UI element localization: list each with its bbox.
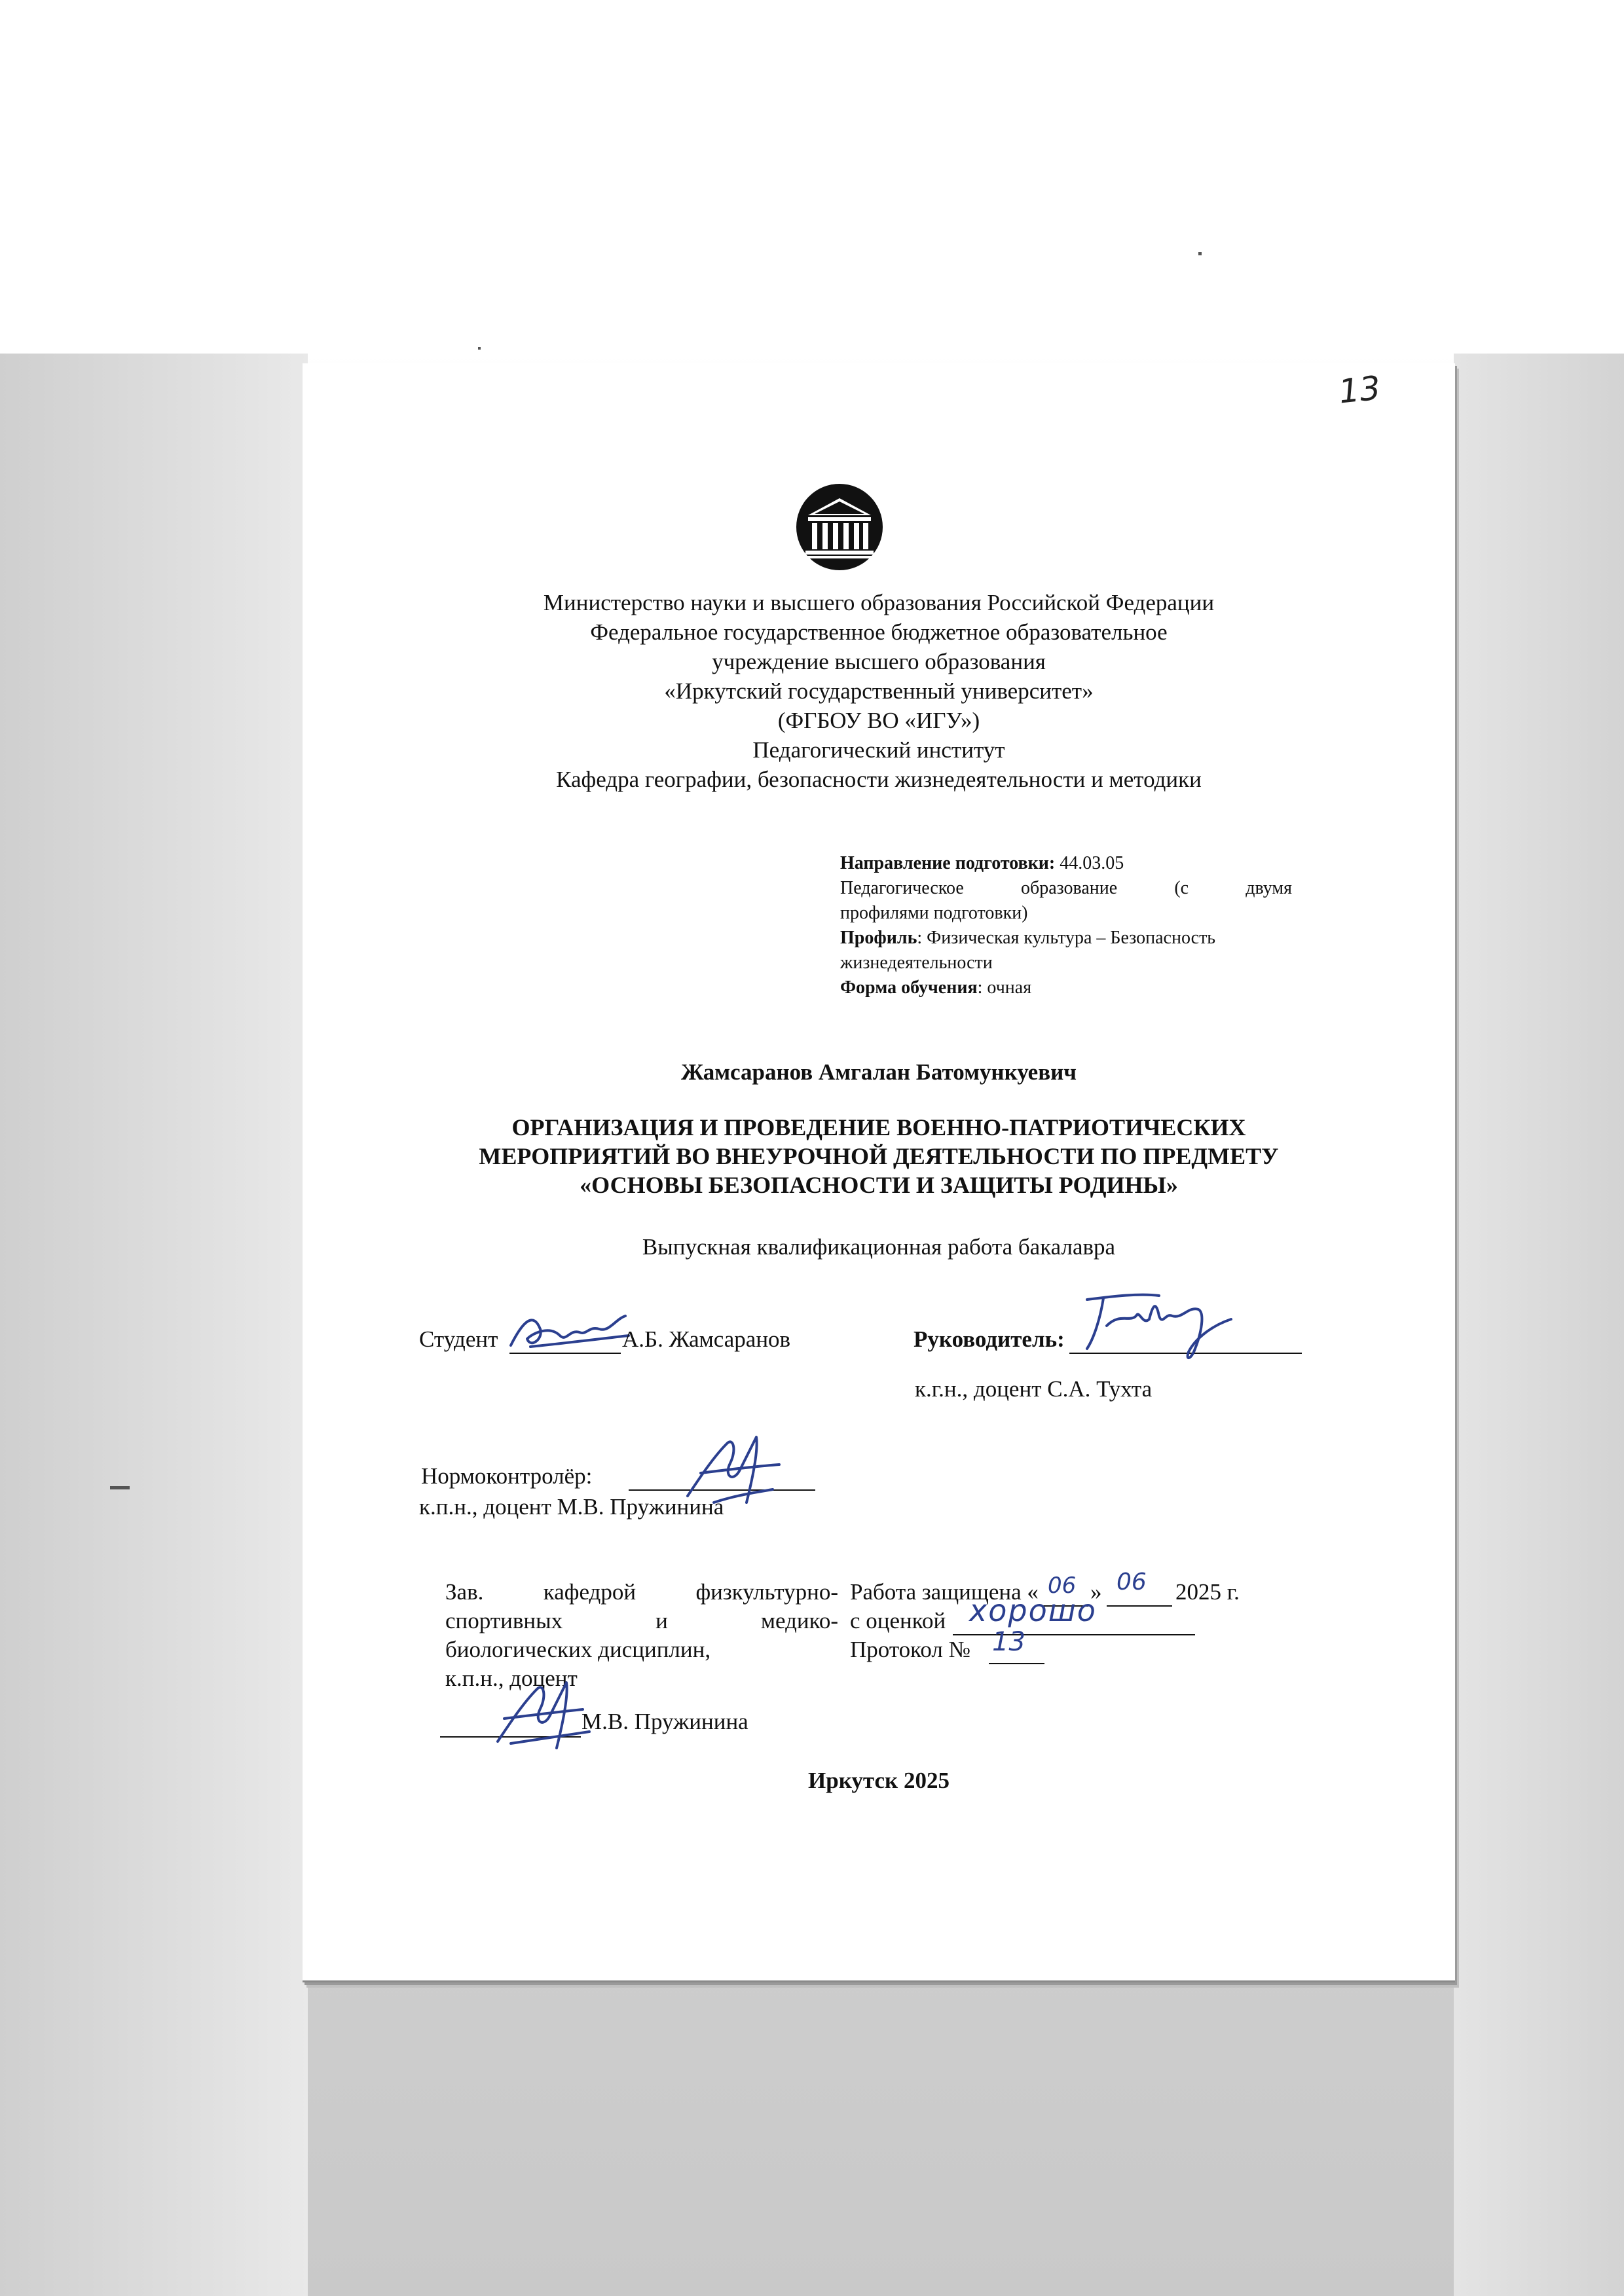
supervisor-signature bbox=[1074, 1286, 1244, 1372]
defense-year: 2025 г. bbox=[1175, 1579, 1240, 1605]
form-label: Форма обучения bbox=[840, 977, 978, 998]
profile-text-2: жизнедеятельности bbox=[840, 953, 993, 973]
header-line: учреждение высшего образования bbox=[712, 649, 1046, 674]
defense-label: Работа защищена « bbox=[850, 1579, 1039, 1605]
scanner-shadow-right bbox=[1454, 354, 1624, 2296]
head-line: спортивных и медико- bbox=[445, 1608, 838, 1633]
title-line: «ОСНОВЫ БЕЗОПАСНОСТИ И ЗАЩИТЫ РОДИНЫ» bbox=[580, 1172, 1178, 1198]
direction-code: 44.03.05 bbox=[1055, 853, 1124, 873]
header-line: Федеральное государственное бюджетное образовательное bbox=[590, 619, 1168, 645]
header-line: (ФГБОУ ВО «ИГУ») bbox=[777, 708, 980, 733]
supervisor-label: Руководитель: bbox=[913, 1326, 1065, 1352]
student-name: А.Б. Жамсаранов bbox=[622, 1326, 791, 1352]
normcontrol-label: Нормоконтролёр: bbox=[421, 1463, 593, 1489]
protocol-label: Протокол № bbox=[850, 1637, 971, 1662]
direction-text-1: Педагогическое образование (с двумя bbox=[840, 878, 1292, 898]
author-name: Жамсаранов Амгалан Батомункуевич bbox=[680, 1059, 1077, 1085]
header-line: Кафедра географии, безопасности жизнедеятельности и методики bbox=[556, 767, 1202, 792]
university-logo-icon bbox=[794, 481, 885, 573]
student-label: Студент bbox=[419, 1326, 498, 1352]
defense-sep: » bbox=[1090, 1579, 1102, 1605]
direction-text-2: профилями подготовки) bbox=[840, 903, 1028, 923]
title-line: МЕРОПРИЯТИЙ ВО ВНЕУРОЧНОЙ ДЕЯТЕЛЬНОСТИ ПО ПРЕДМЕТУ bbox=[479, 1143, 1279, 1169]
head-line: к.п.н., доцент bbox=[445, 1666, 578, 1691]
city-year: Иркутск 2025 bbox=[808, 1768, 950, 1793]
grade-label: с оценкой bbox=[850, 1608, 946, 1633]
handwritten-page-number: 13 bbox=[1337, 369, 1382, 411]
normcontrol-name: к.п.н., доцент М.В. Пружинина bbox=[419, 1494, 724, 1520]
scanner-shadow-left bbox=[0, 354, 308, 2296]
scan-dot bbox=[478, 347, 481, 350]
thesis-title bbox=[303, 1113, 1455, 1199]
head-line: Зав. кафедрой физкультурно- bbox=[445, 1579, 838, 1605]
scan-smudge bbox=[110, 1486, 130, 1489]
header-line: Министерство науки и высшего образования Российской Федерации bbox=[543, 590, 1215, 615]
form-text: : очная bbox=[977, 977, 1032, 998]
institution-header bbox=[303, 588, 1455, 794]
header-line: Педагогический институт bbox=[752, 737, 1005, 763]
head-name: М.В. Пружинина bbox=[581, 1709, 748, 1734]
head-line: биологических дисциплин, bbox=[445, 1637, 711, 1662]
work-type: Выпускная квалификационная работа бакалавра bbox=[642, 1234, 1116, 1260]
protocol-number: 13 bbox=[992, 1627, 1025, 1657]
defense-month: 06 bbox=[1116, 1569, 1147, 1595]
supervisor-name: к.г.н., доцент С.А. Тухта bbox=[915, 1376, 1153, 1402]
profile-label: Профиль bbox=[840, 928, 917, 948]
direction-label: Направление подготовки: bbox=[840, 853, 1056, 873]
scan-dot bbox=[1198, 252, 1202, 255]
header-line: «Иркутский государственный университет» bbox=[664, 678, 1094, 704]
grade-line bbox=[953, 1634, 1195, 1635]
defense-day: 06 bbox=[1048, 1573, 1077, 1599]
protocol-line bbox=[989, 1663, 1044, 1664]
student-signature bbox=[504, 1300, 635, 1365]
title-line: ОРГАНИЗАЦИЯ И ПРОВЕДЕНИЕ ВОЕННО-ПАТРИОТИЧЕСКИХ bbox=[511, 1114, 1246, 1140]
profile-text-1: : Физическая культура – Безопасность bbox=[917, 928, 1216, 948]
study-details bbox=[840, 851, 1292, 1000]
defense-month-line bbox=[1107, 1605, 1172, 1607]
grade-value: хорошо bbox=[969, 1593, 1097, 1628]
